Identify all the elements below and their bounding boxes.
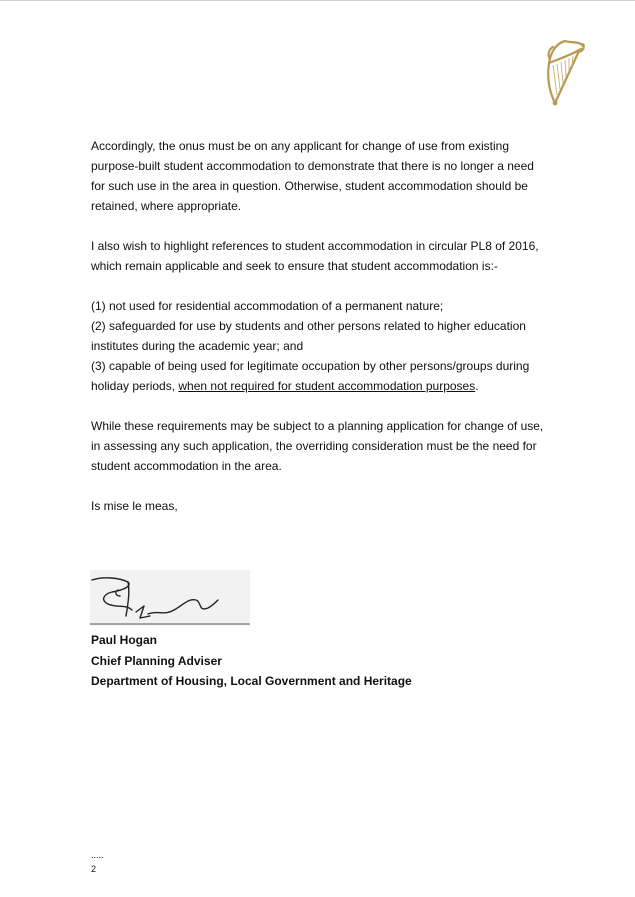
underlined-phrase: when not required for student accommodation purposes [178, 379, 476, 393]
signatory-block [91, 630, 551, 692]
signatory-department: Department of Housing, Local Government and Heritage [91, 674, 412, 688]
list-item-holiday-use [91, 356, 551, 396]
closing-salutation: Is mise le meas, [91, 499, 178, 513]
footer-marker: ..... [91, 850, 104, 860]
signatory-name: Paul Hogan [91, 633, 158, 647]
paragraph-requirements: While these requirements may be subject to a planning application for change of use, in assessing any such application, the overriding consideration must be the need for student accommodation in the area. [91, 419, 544, 473]
list-item-permanent: (1) not used for residential accommodation of a permanent nature; [91, 299, 444, 313]
page-footer [91, 848, 104, 876]
signatory-title: Chief Planning Adviser [91, 653, 222, 668]
list-item-holiday-end: . [475, 379, 479, 393]
page-number: 2 [91, 864, 97, 874]
list-item-holiday-text: (3) capable of being used for legitimate occupation by other persons/groups during holiday periods, [91, 359, 530, 393]
signature-image [90, 570, 250, 626]
list-item-safeguarded: (2) safeguarded for use by students and other persons related to higher education institutes during the academic year; and [91, 319, 526, 353]
harp-icon [541, 37, 589, 109]
paragraph-onus: Accordingly, the onus must be on any applicant for change of use from existing purpose-built student accommodation to demonstrate that there is no longer a need for such use in the area in question. Otherwise, student accommodation should be retained, where appropriate. [91, 139, 534, 213]
paragraph-circular-reference: I also wish to highlight references to student accommodation in circular PL8 of 2016, which remain applicable and seek to ensure that student accommodation is:- [91, 239, 539, 273]
page-top-border [0, 0, 635, 1]
letter-body [91, 136, 551, 516]
